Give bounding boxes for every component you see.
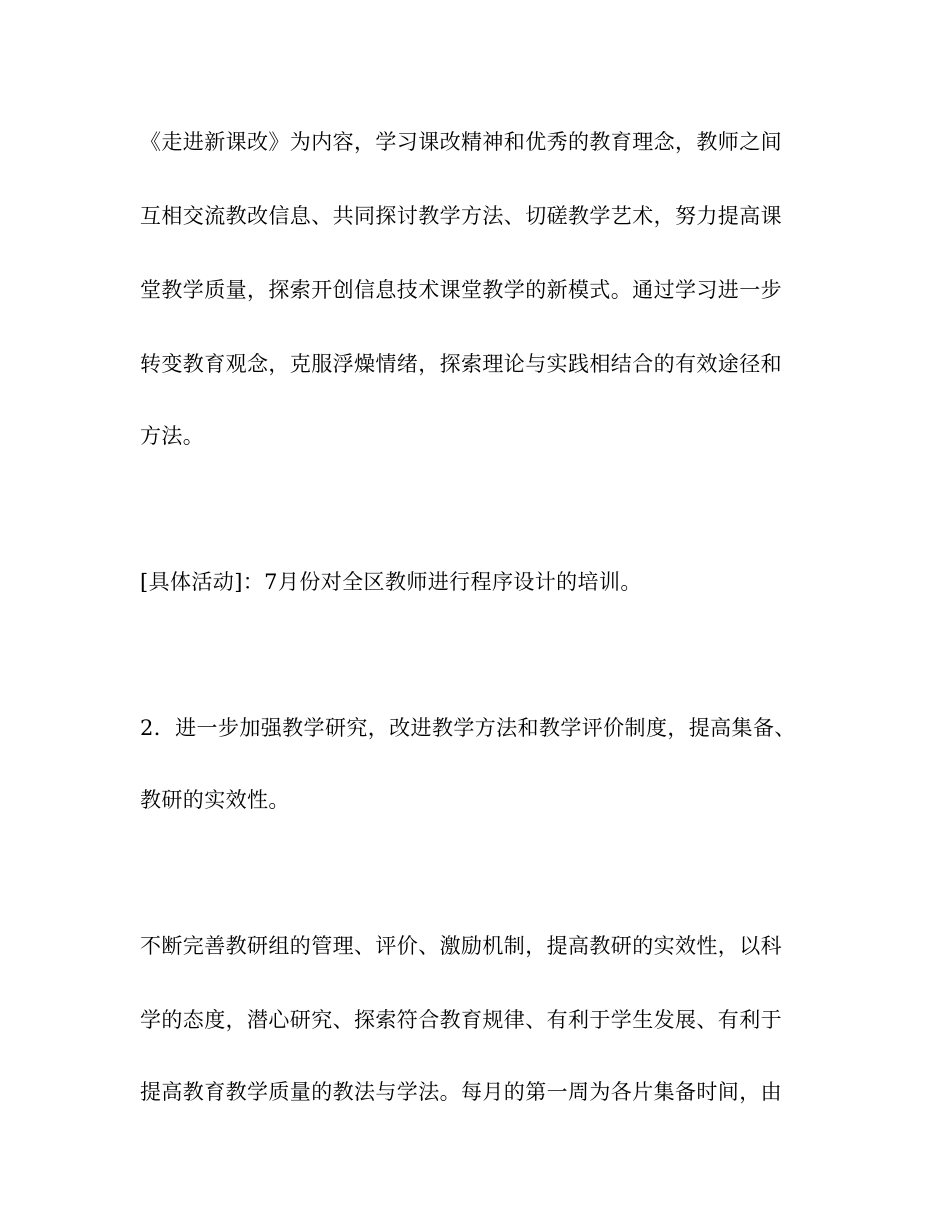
text-line: 方法。 — [140, 424, 205, 448]
text-line: 《走进新课改》为内容，学习课改精神和优秀的教育理念，教师之间 — [140, 130, 782, 154]
text-line: [具体活动]：7月份对全区教师进行程序设计的培训。 — [140, 570, 642, 594]
text-line: 教研的实效性。 — [140, 788, 290, 812]
text-line: 2．进一步加强教学研究，改进教学方法和教学评价制度，提高集备、 — [140, 716, 796, 740]
text-line: 学的态度，潜心研究、探索符合教育规律、有利于学生发展、有利于 — [140, 1008, 782, 1032]
text-line: 互相交流教改信息、共同探讨教学方法、切磋教学艺术，努力提高课 — [140, 204, 782, 228]
text-line: 提高教育教学质量的教法与学法。每月的第一周为各片集备时间，由 — [140, 1080, 782, 1104]
text-line: 不断完善教研组的管理、评价、激励机制，提高教研的实效性，以科 — [140, 934, 782, 958]
text-line: 堂教学质量，探索开创信息技术课堂教学的新模式。通过学习进一步 — [140, 278, 782, 302]
text-line: 转变教育观念，克服浮燥情绪，探索理论与实践相结合的有效途径和 — [140, 352, 782, 376]
